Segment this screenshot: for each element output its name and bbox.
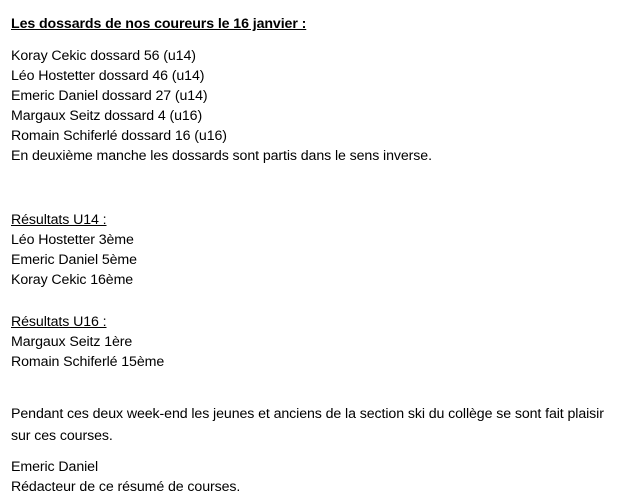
list-item: Emeric Daniel dossard 27 (u14) xyxy=(11,88,208,104)
signature-role: Rédacteur de ce résumé de courses. xyxy=(11,479,241,495)
result-item: Léo Hostetter 3ème xyxy=(11,232,134,248)
page-title: Les dossards de nos coureurs le 16 janvier : xyxy=(11,16,307,32)
list-item: Margaux Seitz dossard 4 (u16) xyxy=(11,108,203,124)
list-item: Romain Schiferlé dossard 16 (u16) xyxy=(11,128,227,144)
result-item: Koray Cekic 16ème xyxy=(11,272,134,288)
list-item: Koray Cekic dossard 56 (u14) xyxy=(11,48,196,64)
u16-results-section xyxy=(11,312,164,372)
signature-name: Emeric Daniel xyxy=(11,459,99,475)
result-item: Emeric Daniel 5ème xyxy=(11,252,137,268)
list-item: En deuxième manche les dossards sont partis dans le sens inverse. xyxy=(11,148,432,164)
signature xyxy=(11,457,240,497)
u14-results-section xyxy=(11,210,137,290)
u14-results-heading: Résultats U14 : xyxy=(11,212,107,228)
result-item: Margaux Seitz 1ère xyxy=(11,334,133,350)
result-item: Romain Schiferlé 15ème xyxy=(11,354,165,370)
u16-results-heading: Résultats U16 : xyxy=(11,314,107,330)
closing-paragraph: Pendant ces deux week-end les jeunes et anciens de la section ski du collège se sont fait plaisir sur ces courses. xyxy=(11,406,604,444)
dossards-list xyxy=(11,46,432,166)
list-item: Léo Hostetter dossard 46 (u14) xyxy=(11,68,205,84)
